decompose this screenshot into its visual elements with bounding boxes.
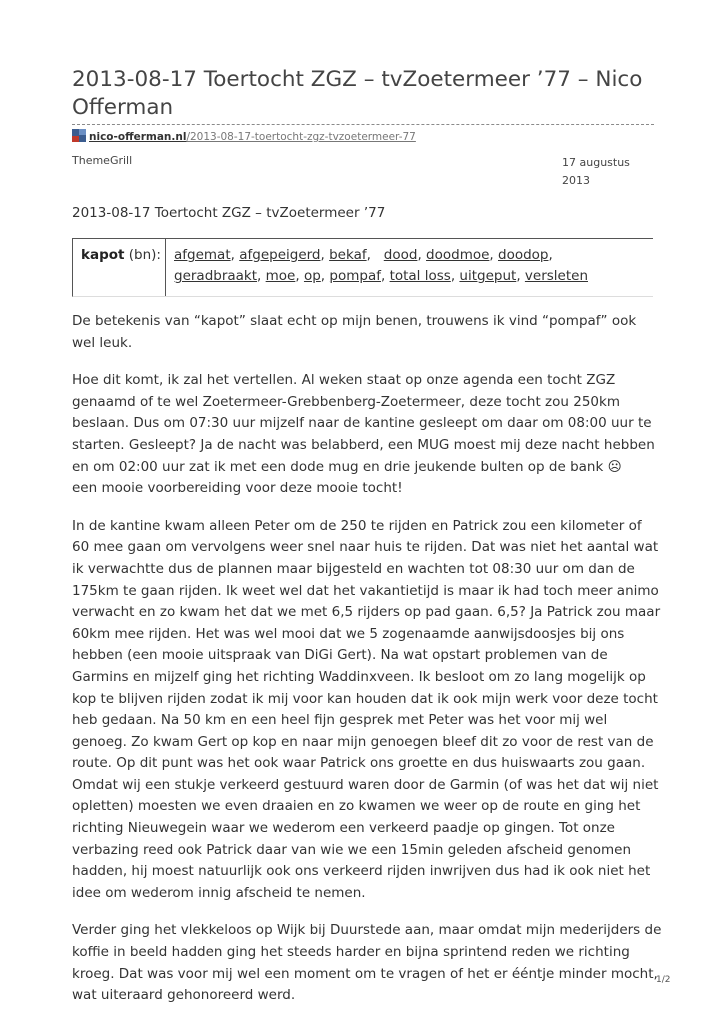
synonym-link[interactable]: versleten bbox=[524, 268, 588, 284]
synonym-link[interactable]: doodmoe bbox=[426, 247, 490, 263]
definition-table bbox=[72, 238, 653, 297]
definition-pos: (bn): bbox=[124, 247, 161, 263]
post-subtitle: 2013-08-17 Toertocht ZGZ – tvZoetermeer ’77 bbox=[72, 205, 386, 221]
article-paragraph-text: Hoe dit komt, ik zal het vertellen. Al weken staat op onze agenda een tocht ZGZ genaamd of te wel Zoetermeer-Grebbenberg-Zoetermeer, deze tocht zou 250km beslaan. Dus om 07:30 uur mijzelf naar de kantine gesleept om daar om 08:00 uur te starten. Gesleept? Ja de nacht was belabberd, een MUG moest mij deze nacht hebben en om 02:00 uur zat ik met een dode mug en drie jeukende bulten op de bank ☹ bbox=[72, 372, 655, 475]
source-url[interactable] bbox=[72, 129, 416, 144]
synonym-link[interactable]: afgepeigerd bbox=[239, 247, 321, 263]
synonym-link[interactable]: bekaf bbox=[329, 247, 367, 263]
synonym-link[interactable]: pompaf bbox=[329, 268, 381, 284]
source-path[interactable]: /2013-08-17-toertocht-zgz-tvzoetermeer-77 bbox=[186, 131, 416, 143]
post-date bbox=[562, 154, 652, 190]
article-paragraph: Verder ging het vlekkeloos op Wijk bij Duurstede aan, maar omdat mijn mederijders de koffie in beeld hadden ging het steeds harder en bijna sprintend reden we richting kroeg. Dat was voor mij wel een moment om te vragen of het er ééntje minder mocht, wat uiteraard gehonoreerd werd. bbox=[72, 922, 662, 1004]
synonym-link[interactable]: afgemat bbox=[174, 247, 231, 263]
synonym-link[interactable]: moe bbox=[265, 268, 296, 284]
article-paragraph bbox=[72, 370, 662, 500]
synonym-link[interactable]: doodop bbox=[498, 247, 549, 263]
site-favicon-icon bbox=[72, 129, 86, 142]
page-title: 2013-08-17 Toertocht ZGZ – tvZoetermeer ’77 – Nico Offerman bbox=[72, 67, 643, 120]
synonym-link[interactable]: total loss bbox=[389, 268, 451, 284]
author-name: ThemeGrill bbox=[72, 154, 133, 167]
synonym-link[interactable]: geradbraakt bbox=[174, 268, 258, 284]
definition-term-cell bbox=[73, 239, 166, 296]
definition-synonyms: afgemat, afgepeigerd, bekaf, dood, doodmoe, doodop, geradbraakt, moe, op, pompaf, total loss, uitgeput, versleten bbox=[174, 247, 588, 284]
source-divider bbox=[72, 124, 654, 125]
article-paragraph-text: een mooie voorbereiding voor deze mooie tocht! bbox=[72, 480, 403, 497]
article-paragraph: De betekenis van “kapot” slaat echt op mijn benen, trouwens ik vind “pompaf” ook wel leuk. bbox=[72, 313, 637, 351]
article-body bbox=[72, 311, 662, 1023]
post-date-line1: 17 augustus bbox=[562, 156, 630, 169]
source-domain[interactable]: nico-offerman.nl bbox=[89, 131, 187, 143]
post-date-line2: 2013 bbox=[562, 174, 590, 187]
synonym-link[interactable]: op bbox=[303, 268, 321, 284]
synonym-link[interactable]: dood bbox=[383, 247, 418, 263]
definition-term: kapot bbox=[81, 247, 125, 263]
synonym-link[interactable]: uitgeput bbox=[459, 268, 517, 284]
page-indicator: 1/2 bbox=[656, 975, 671, 985]
article-paragraph: In de kantine kwam alleen Peter om de 250 te rijden en Patrick zou een kilometer of 60 mee gaan om vervolgens weer snel naar huis te rijden. Dat was niet het aantal wat ik verwachtte dus de plannen maar bijgesteld en wachten tot 08:30 uur om dan de 175km te gaan rijden. Ik weet wel dat het vakantietijd is maar ik had toch meer animo verwacht en zo kwam het dat we met 6,5 rijders op pad gaan. 6,5? Ja Patrick zou maar 60km mee rijden. Het was wel mooi dat we 5 zogenaamde aanwijsdoosjes bij ons hebben (een mooie uitspraak van DiGi Gert). Na wat opstart problemen van de Garmins en mijzelf ging het richting Waddinxveen. Ik besloot om zo lang mogelijk op kop te blijven rijden zodat ik mij voor kan houden dat ik ook mijn werk voor deze tocht heb gedaan. Na 50 km en een heel fijn gesprek met Peter was het voor mij wel genoeg. Zo kwam Gert op kop en naar mijn genoegen bleef dit zo voor de rest van de route. Op dit punt was het ook waar Patrick ons groette en dus huiswaarts zou gaan. Omdat wij een stukje verkeerd gestuurd waren door de Garmin (of was het dat wij niet opletten) moesten we even draaien en zo kwamen we weer op de route en ging het richting Nieuwegein waar we wederom een verkeerd paadje op gingen. Tot onze verbazing reed ook Patrick daar van wie we een 15min geleden afscheid genomen hadden, hij moest natuurlijk ook ons verkeerd rijden inwrijven dus had ik ook niet het idee om wederom innig afscheid te nemen. bbox=[72, 517, 661, 901]
